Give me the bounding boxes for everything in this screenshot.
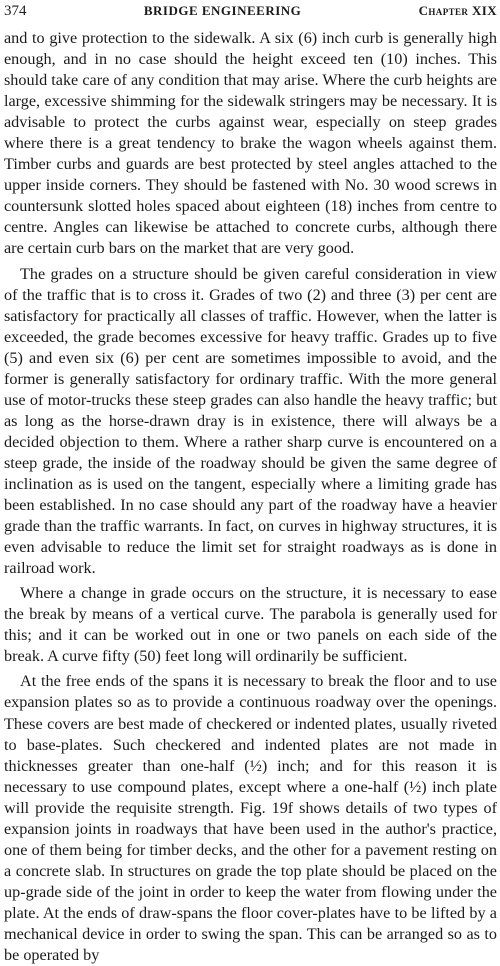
page-body — [4, 28, 497, 966]
paragraph-expansion-plates: At the free ends of the spans it is necessary to break the floor and to use expansion plates so as to provide a continuous roadway over the openings. These covers are best made of checkered or indented plates, usually riveted to base-plates. Such checkered and indented plates are not made in thicknesses greater than one-half (½) inch; and for this reason it is necessary to use compound plates, except where a one-half (½) inch plate will provide the requisite strength. Fig. 19f shows details of two types of expansion joints in roadways that have been used in the author's practice, one of them being for timber decks, and the other for a pavement resting on a concrete slab. In structures on grade the top plate should be placed on the up-grade side of the joint in order to keep the water from flowing under the plate. At the ends of draw-spans the floor cover-plates have to be lifted by a mechanical device in order to swing the span. This can be arranged so as to be operated by — [4, 672, 497, 965]
paragraph-grades: The grades on a structure should be given careful consideration in view of the traffic that is to cross it. Grades of two (2) and three (3) per cent are satisfactory for practically all classes of traffic. However, when the latter is exceeded, the grade becomes excessive for heavy traffic. Grades up to five (5) and even six (6) per cent are sometimes impossible to avoid, and the former is generally satisfactory for ordinary traffic. With the more general use of motor-trucks these steep grades can also handle the heavy traffic; but as long as the horse-drawn dray is in existence, there will always be a decided objection to them. Where a rather sharp curve is encountered on a steep grade, the inside of the roadway should be given the same degree of inclination as is used on the tangent, especially where a limiting grade has been established. In no case should any part of the roadway have a heavier grade than the traffic warrants. In fact, on curves in highway structures, it is even advisable to reduce the limit set for straight roadways as is done in railroad work. — [4, 264, 497, 578]
paragraph-vertical-curve: Where a change in grade occurs on the structure, it is necessary to ease the break by means of a vertical curve. The parabola is generally used for this; and it can be worked out in one or two panels on each side of the break. A curve fifty (50) feet long will ordinarily be sufficient. — [4, 584, 497, 666]
page-number: 374 — [4, 3, 27, 19]
running-title: BRIDGE ENGINEERING — [143, 3, 302, 18]
paragraph-curbs: and to give protection to the sidewalk. A six (6) inch curb is generally high enough, and in no case should the height exceed ten (10) inches. This should take care of any condition that may arise. Where the curb heights are large, excessive shimming for the sidewalk stringers may be necessary. It is advisable to protect the curbs against wear, especially on steep grades where there is a great tendency to brake the wagon wheels against them. Timber curbs and guards are best protected by steel angles attached to the upper inside corners. They should be fastened with No. 30 wood screws in countersunk slotted holes spaced about eighteen (18) inches from centre to centre. Angles can likewise be attached to concrete curbs, although there are certain curb bars on the market that are very good. — [4, 29, 497, 258]
chapter-label: Chapter XIX — [418, 3, 497, 18]
page-header — [4, 0, 497, 28]
